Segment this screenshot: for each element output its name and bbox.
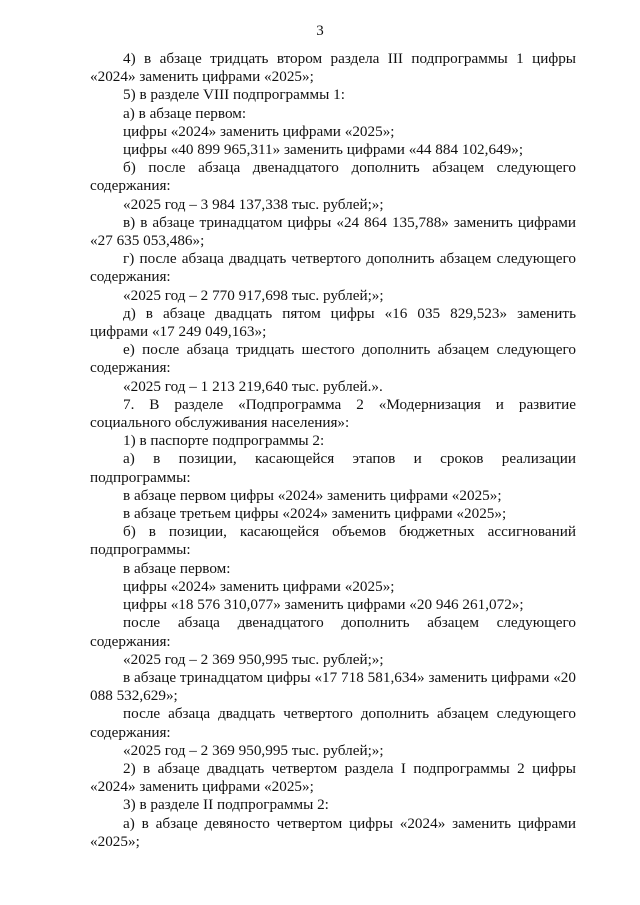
paragraph: «2025 год – 2 369 950,995 тыс. рублей;»; [123,741,384,759]
paragraph: в абзаце первом цифры «2024» заменить цифрами «2025»; [123,486,502,504]
paragraph: б) после абзаца двенадцатого дополнить абзацем следующего содержания: [90,159,576,195]
paragraph: 4) в абзаце тридцать втором раздела III подпрограммы 1 цифры «2024» заменить цифрами «2025»; [90,50,576,86]
paragraph: д) в абзаце двадцать пятом цифры «16 035 829,523» заменить цифрами «17 249 049,163»; [90,304,576,341]
paragraph: 2) в абзаце двадцать четвертом раздела I подпрограммы 2 цифры «2024» заменить цифрами «2025»; [90,759,576,796]
paragraph: в) в абзаце тринадцатом цифры «24 864 135,788» заменить цифрами «27 635 053,486»; [90,213,576,250]
page-number: 3 [316,23,324,39]
paragraph: в абзаце тринадцатом цифры «17 718 581,634» заменить цифрами «20 088 532,629»; [90,668,576,705]
document-body [90,50,576,851]
paragraph: цифры «40 899 965,311» заменить цифрами «44 884 102,649»; [123,141,524,159]
paragraph: а) в позиции, касающейся этапов и сроков реализации подпрограммы: [90,450,576,486]
paragraph: г) после абзаца двадцать четвертого дополнить абзацем следующего содержания: [90,250,576,286]
paragraph: а) в абзаце первом: [123,104,247,122]
paragraph: цифры «2024» заменить цифрами «2025»; [123,577,395,595]
paragraph: 3) в разделе II подпрограммы 2: [123,796,329,814]
paragraph: после абзаца двенадцатого дополнить абзацем следующего содержания: [90,614,576,650]
paragraph: 1) в паспорте подпрограммы 2: [123,432,325,450]
paragraph: в абзаце первом: [123,559,231,577]
paragraph: «2025 год – 2 369 950,995 тыс. рублей;»; [123,650,384,668]
paragraph: в абзаце третьем цифры «2024» заменить цифрами «2025»; [123,505,507,523]
paragraph: е) после абзаца тридцать шестого дополнить абзацем следующего содержания: [90,341,576,377]
paragraph: после абзаца двадцать четвертого дополнить абзацем следующего содержания: [90,705,576,741]
paragraph: «2025 год – 1 213 219,640 тыс. рублей.». [123,377,383,395]
paragraph: «2025 год – 3 984 137,338 тыс. рублей;»; [123,195,384,213]
paragraph: цифры «18 576 310,077» заменить цифрами «20 946 261,072»; [123,596,524,614]
paragraph: а) в абзаце девяносто четвертом цифры «2024» заменить цифрами «2025»; [90,814,576,850]
paragraph: б) в позиции, касающейся объемов бюджетных ассигнований подпрограммы: [90,523,576,559]
paragraph: 5) в разделе VIII подпрограммы 1: [123,86,345,104]
paragraph: «2025 год – 2 770 917,698 тыс. рублей;»; [123,286,384,304]
paragraph: цифры «2024» заменить цифрами «2025»; [123,122,395,140]
paragraph: 7. В разделе «Подпрограмма 2 «Модернизация и развитие социального обслуживания населения»: [90,395,576,432]
